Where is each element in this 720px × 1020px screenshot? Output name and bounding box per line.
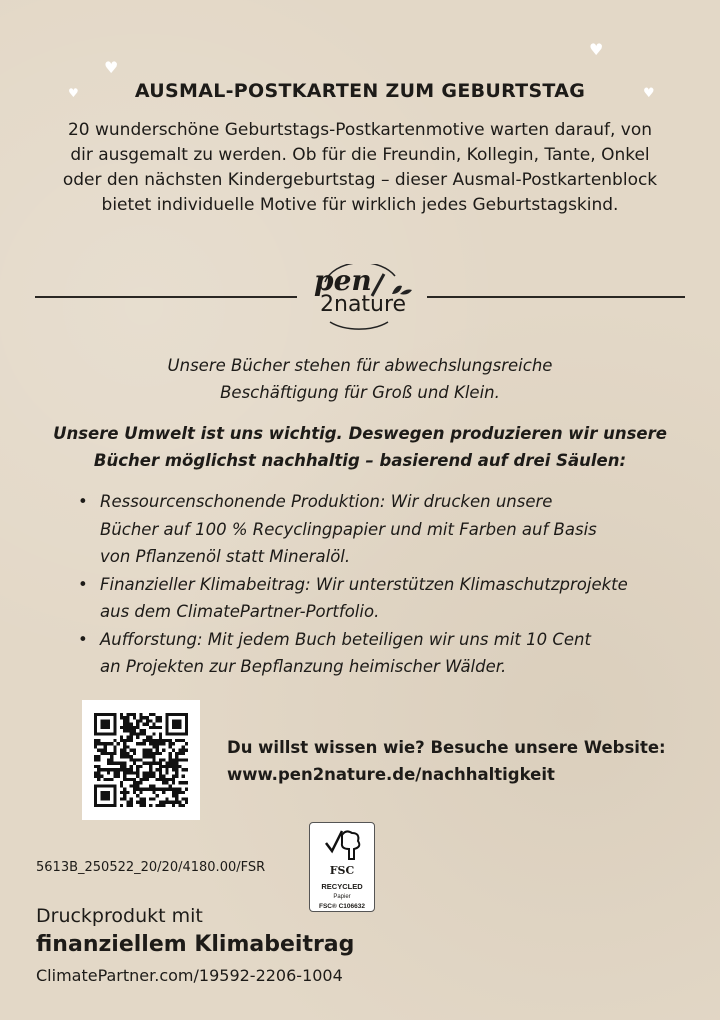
- fsc-label: RECYCLED: [321, 882, 363, 891]
- list-item: [78, 626, 678, 681]
- text-line: Bücher auf 100 % Recyclingpapier und mit Farben auf Basis: [100, 519, 597, 539]
- text-line: Bücher möglichst nachhaltig – basierend auf drei Säulen:: [93, 451, 627, 470]
- heart-icon: ♥: [643, 86, 655, 101]
- text-line: • Ressourcenschonende Produktion: Wir drucken unsere: [100, 492, 553, 511]
- climate-line: Druckprodukt mit: [36, 905, 203, 927]
- divider: [427, 296, 685, 298]
- text-line: an Projekten zur Bepflanzung heimischer Wälder.: [100, 657, 507, 676]
- intro-line: dir ausgemalt zu werden. Ob für die Freundin, Kollegin, Tante, Onkel: [70, 145, 650, 165]
- logo-text: pen: [314, 264, 372, 297]
- text-line: • Finanzieller Klimabeitrag: Wir unterstützen Klimaschutzprojekte: [100, 574, 628, 594]
- product-code: 5613B_250522_20/20/4180.00/FSR: [36, 860, 266, 875]
- intro-text: [30, 118, 690, 218]
- list-item: [78, 571, 678, 626]
- fsc-sub: Papier: [333, 894, 351, 900]
- fsc-badge: [309, 822, 375, 912]
- divider: [35, 296, 297, 298]
- text-line: Beschäftigung für Groß und Klein.: [220, 383, 500, 402]
- text-line: von Pflanzenöl statt Mineralöl.: [100, 547, 351, 566]
- heart-icon: ♥: [68, 86, 79, 100]
- books-text: [0, 352, 720, 406]
- fsc-brand: FSC: [329, 864, 355, 877]
- environment-text: [0, 420, 720, 474]
- list-item: [78, 488, 678, 571]
- website-info: [227, 734, 666, 788]
- intro-line: bietet individuelle Motive für wirklich jedes Geburtstagskind.: [101, 195, 619, 215]
- qr-code[interactable]: [82, 700, 200, 820]
- heading: AUSMAL-POSTKARTEN ZUM GEBURTSTAG: [134, 80, 586, 102]
- pen2nature-logo: [300, 264, 425, 330]
- heart-icon: ♥: [104, 58, 119, 77]
- website-prompt: Du willst wissen wie? Besuche unsere Website:: [227, 738, 666, 757]
- pillars-list: [78, 488, 678, 681]
- fsc-code: FSC® C106632: [319, 903, 365, 910]
- climate-url[interactable]: ClimatePartner.com/19592-2206-1004: [36, 966, 343, 985]
- text-line: • Aufforstung: Mit jedem Buch beteiligen wir uns mit 10 Cent: [100, 629, 591, 649]
- text-line: Unsere Bücher stehen für abwechslungsreiche: [167, 356, 553, 375]
- text-line: aus dem ClimatePartner-Portfolio.: [100, 602, 380, 621]
- intro-line: 20 wunderschöne Geburtstags-Postkartenmotive warten darauf, von: [67, 120, 653, 140]
- text-line: Unsere Umwelt ist uns wichtig. Deswegen produzieren wir unsere: [53, 424, 667, 443]
- logo-text: 2nature: [320, 292, 407, 317]
- climate-heading: finanziellem Klimabeitrag: [36, 932, 355, 957]
- fsc-tree-icon: [320, 827, 364, 861]
- website-link[interactable]: www.pen2nature.de/nachhaltigkeit: [227, 765, 555, 784]
- heart-icon: ♥: [589, 40, 604, 59]
- intro-line: oder den nächsten Kindergeburtstag – dieser Ausmal-Postkartenblock: [62, 170, 658, 190]
